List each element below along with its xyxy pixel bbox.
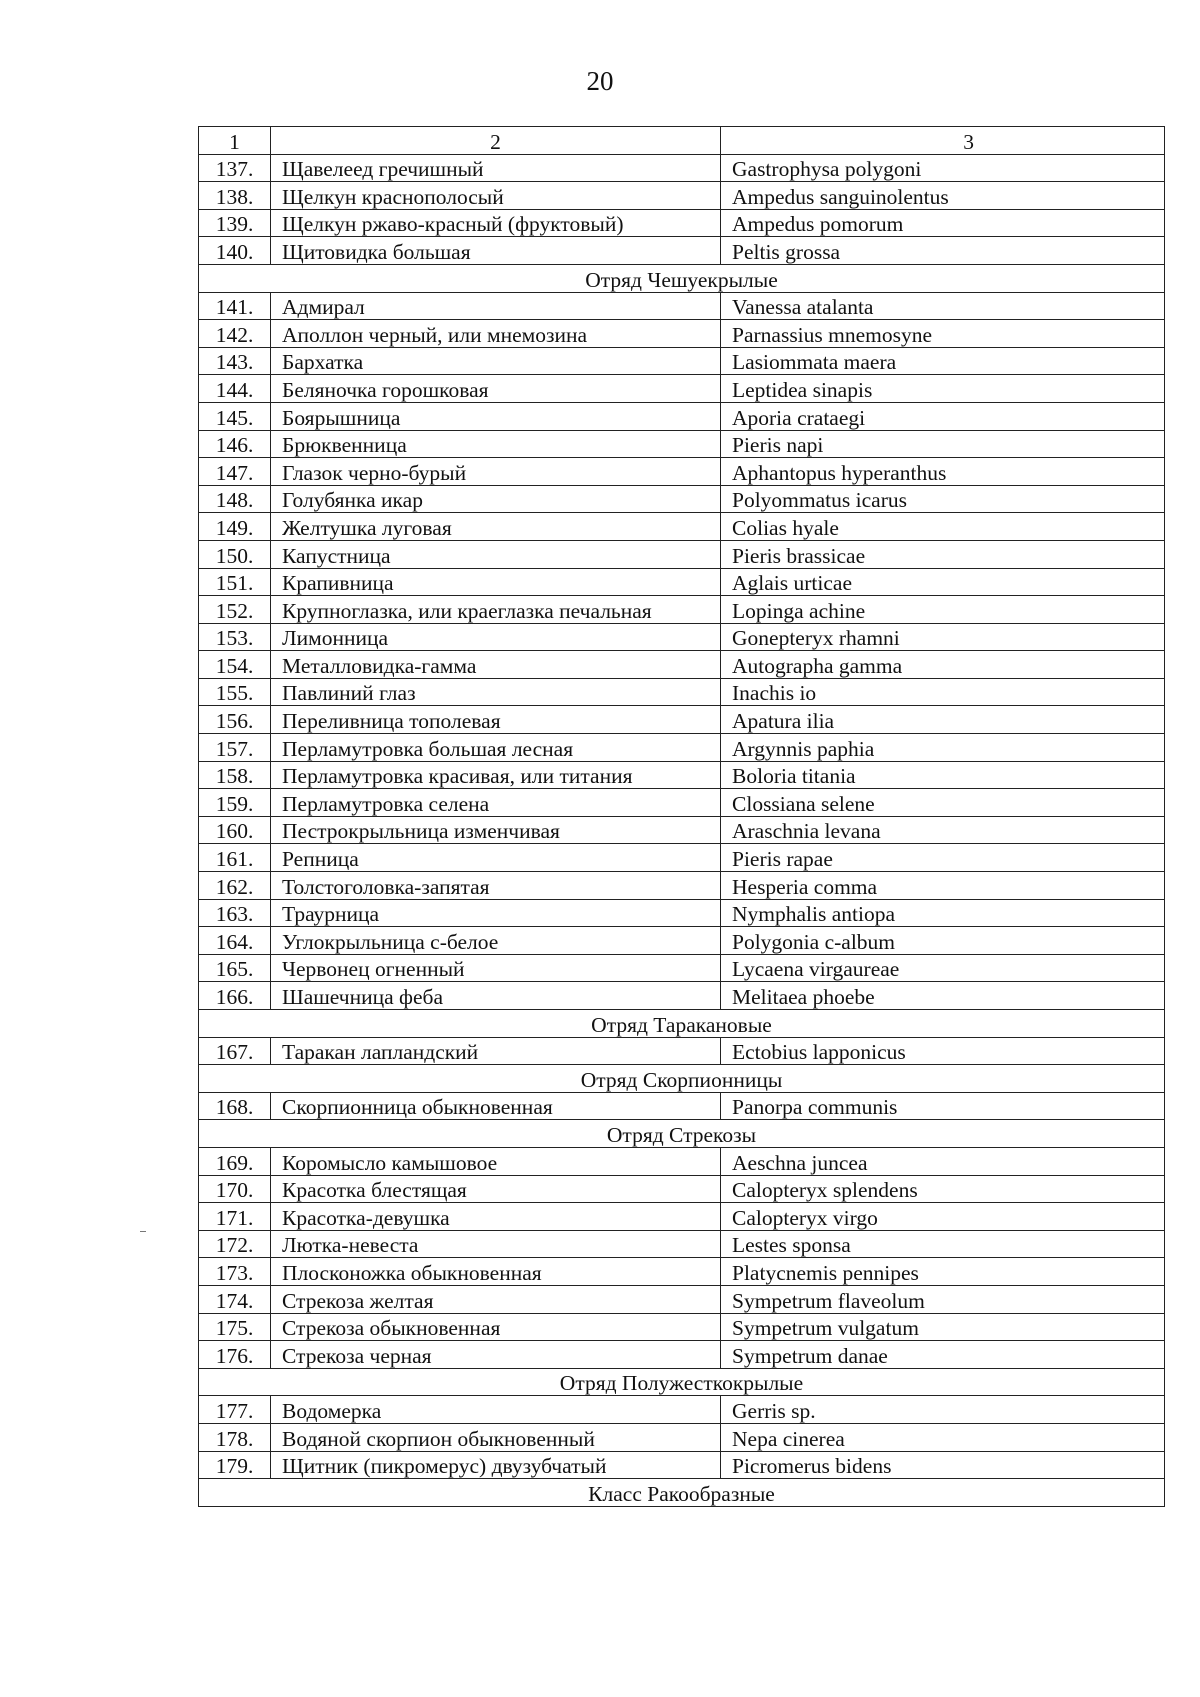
russian-name: Красотка блестящая	[271, 1175, 721, 1203]
row-number: 145.	[199, 402, 271, 430]
row-number: 154.	[199, 651, 271, 679]
latin-name: Calopteryx virgo	[721, 1203, 1165, 1231]
russian-name: Червонец огненный	[271, 954, 721, 982]
group-heading: Класс Ракообразные	[199, 1479, 1165, 1507]
row-number: 152.	[199, 596, 271, 624]
page-number: 20	[586, 66, 614, 96]
latin-name: Peltis grossa	[721, 237, 1165, 265]
table-row	[199, 954, 1165, 982]
russian-name: Пестрокрыльница изменчивая	[271, 816, 721, 844]
row-number: 148.	[199, 485, 271, 513]
table-row	[199, 320, 1165, 348]
table-row	[199, 458, 1165, 486]
russian-name: Брюквенница	[271, 430, 721, 458]
russian-name: Водомерка	[271, 1396, 721, 1424]
latin-name: Leptidea sinapis	[721, 375, 1165, 403]
table-row	[199, 678, 1165, 706]
group-heading: Отряд Таракановые	[199, 1010, 1165, 1038]
latin-name: Lycaena virgaureae	[721, 954, 1165, 982]
latin-name: Autographa gamma	[721, 651, 1165, 679]
latin-name: Parnassius mnemosyne	[721, 320, 1165, 348]
table-row	[199, 982, 1165, 1010]
row-number: 165.	[199, 954, 271, 982]
header-col-russian-name: 2	[271, 127, 721, 155]
table-row	[199, 1092, 1165, 1120]
russian-name: Лютка-невеста	[271, 1230, 721, 1258]
row-number: 177.	[199, 1396, 271, 1424]
russian-name: Шашечница феба	[271, 982, 721, 1010]
row-number: 168.	[199, 1092, 271, 1120]
row-number: 141.	[199, 292, 271, 320]
russian-name: Боярышница	[271, 402, 721, 430]
table-row	[199, 706, 1165, 734]
russian-name: Перламутровка большая лесная	[271, 734, 721, 762]
russian-name: Крапивница	[271, 568, 721, 596]
table-row	[199, 899, 1165, 927]
russian-name: Металловидка-гамма	[271, 651, 721, 679]
group-heading-row	[199, 1010, 1165, 1038]
latin-name: Hesperia comma	[721, 872, 1165, 900]
row-number: 160.	[199, 816, 271, 844]
latin-name: Sympetrum danae	[721, 1341, 1165, 1369]
latin-name: Argynnis paphia	[721, 734, 1165, 762]
latin-name: Picromerus bidens	[721, 1451, 1165, 1479]
table-row	[199, 237, 1165, 265]
russian-name: Щелкун ржаво-красный (фруктовый)	[271, 209, 721, 237]
row-number: 151.	[199, 568, 271, 596]
table-row	[199, 816, 1165, 844]
row-number: 173.	[199, 1258, 271, 1286]
latin-name: Panorpa communis	[721, 1092, 1165, 1120]
latin-name: Gastrophysa polygoni	[721, 154, 1165, 182]
latin-name: Ampedus sanguinolentus	[721, 182, 1165, 210]
table-row	[199, 623, 1165, 651]
table-row	[199, 402, 1165, 430]
latin-name: Vanessa atalanta	[721, 292, 1165, 320]
latin-name: Platycnemis pennipes	[721, 1258, 1165, 1286]
table-row	[199, 540, 1165, 568]
row-number: 149.	[199, 513, 271, 541]
table-row	[199, 182, 1165, 210]
group-heading-row	[199, 1479, 1165, 1507]
latin-name: Sympetrum vulgatum	[721, 1313, 1165, 1341]
row-number: 171.	[199, 1203, 271, 1231]
russian-name: Траурница	[271, 899, 721, 927]
russian-name: Желтушка луговая	[271, 513, 721, 541]
row-number: 176.	[199, 1341, 271, 1369]
table-row	[199, 430, 1165, 458]
row-number: 157.	[199, 734, 271, 762]
header-col-latin-name: 3	[721, 127, 1165, 155]
latin-name: Boloria titania	[721, 761, 1165, 789]
russian-name: Щелкун краснополосый	[271, 182, 721, 210]
table-row	[199, 485, 1165, 513]
russian-name: Стрекоза обыкновенная	[271, 1313, 721, 1341]
latin-name: Aeschna juncea	[721, 1147, 1165, 1175]
row-number: 178.	[199, 1423, 271, 1451]
table-row	[199, 1341, 1165, 1369]
russian-name: Аполлон черный, или мнемозина	[271, 320, 721, 348]
latin-name: Calopteryx splendens	[721, 1175, 1165, 1203]
latin-name: Lopinga achine	[721, 596, 1165, 624]
row-number: 172.	[199, 1230, 271, 1258]
russian-name: Водяной скорпион обыкновенный	[271, 1423, 721, 1451]
latin-name: Sympetrum flaveolum	[721, 1285, 1165, 1313]
latin-name: Polyommatus icarus	[721, 485, 1165, 513]
table-row	[199, 292, 1165, 320]
latin-name: Pieris napi	[721, 430, 1165, 458]
table-row	[199, 347, 1165, 375]
russian-name: Крупноглазка, или краеглазка печальная	[271, 596, 721, 624]
table-row	[199, 375, 1165, 403]
latin-name: Gerris sp.	[721, 1396, 1165, 1424]
group-heading: Отряд Полужесткокрылые	[199, 1368, 1165, 1396]
russian-name: Щавелеед гречишный	[271, 154, 721, 182]
row-number: 143.	[199, 347, 271, 375]
russian-name: Перламутровка селена	[271, 789, 721, 817]
latin-name: Pieris rapae	[721, 844, 1165, 872]
row-number: 169.	[199, 1147, 271, 1175]
table-row	[199, 568, 1165, 596]
russian-name: Бархатка	[271, 347, 721, 375]
group-heading-row	[199, 1065, 1165, 1093]
margin-mark	[140, 1231, 146, 1232]
table-row	[199, 734, 1165, 762]
table-row	[199, 513, 1165, 541]
russian-name: Таракан лапландский	[271, 1037, 721, 1065]
latin-name: Ampedus pomorum	[721, 209, 1165, 237]
table-row	[199, 1147, 1165, 1175]
group-heading-row	[199, 1120, 1165, 1148]
table-row	[199, 596, 1165, 624]
table-row	[199, 1230, 1165, 1258]
russian-name: Адмирал	[271, 292, 721, 320]
group-heading-row	[199, 1368, 1165, 1396]
latin-name: Clossiana selene	[721, 789, 1165, 817]
latin-name: Araschnia levana	[721, 816, 1165, 844]
latin-name: Apatura ilia	[721, 706, 1165, 734]
russian-name: Стрекоза черная	[271, 1341, 721, 1369]
table-row	[199, 1175, 1165, 1203]
latin-name: Nepa cinerea	[721, 1423, 1165, 1451]
row-number: 146.	[199, 430, 271, 458]
russian-name: Плосконожка обыкновенная	[271, 1258, 721, 1286]
table-row	[199, 154, 1165, 182]
table-row	[199, 761, 1165, 789]
group-heading: Отряд Стрекозы	[199, 1120, 1165, 1148]
row-number: 174.	[199, 1285, 271, 1313]
group-heading-row	[199, 264, 1165, 292]
row-number: 179.	[199, 1451, 271, 1479]
table-row	[199, 1313, 1165, 1341]
table-row	[199, 1396, 1165, 1424]
row-number: 155.	[199, 678, 271, 706]
russian-name: Щитник (пикромерус) двузубчатый	[271, 1451, 721, 1479]
russian-name: Щитовидка большая	[271, 237, 721, 265]
latin-name: Gonepteryx rhamni	[721, 623, 1165, 651]
table-header-row	[199, 127, 1165, 155]
latin-name: Lasiommata maera	[721, 347, 1165, 375]
group-heading: Отряд Скорпионницы	[199, 1065, 1165, 1093]
species-table	[198, 126, 1165, 1507]
header-col-number: 1	[199, 127, 271, 155]
row-number: 163.	[199, 899, 271, 927]
row-number: 164.	[199, 927, 271, 955]
latin-name: Lestes sponsa	[721, 1230, 1165, 1258]
table-row	[199, 651, 1165, 679]
russian-name: Скорпионница обыкновенная	[271, 1092, 721, 1120]
row-number: 161.	[199, 844, 271, 872]
latin-name: Aphantopus hyperanthus	[721, 458, 1165, 486]
row-number: 140.	[199, 237, 271, 265]
russian-name: Толстоголовка-запятая	[271, 872, 721, 900]
table-row	[199, 1451, 1165, 1479]
russian-name: Стрекоза желтая	[271, 1285, 721, 1313]
table-row	[199, 1037, 1165, 1065]
latin-name: Aporia crataegi	[721, 402, 1165, 430]
latin-name: Pieris brassicae	[721, 540, 1165, 568]
row-number: 166.	[199, 982, 271, 1010]
row-number: 138.	[199, 182, 271, 210]
russian-name: Перламутровка красивая, или титания	[271, 761, 721, 789]
table-row	[199, 1285, 1165, 1313]
table-row	[199, 1203, 1165, 1231]
row-number: 175.	[199, 1313, 271, 1341]
table-row	[199, 209, 1165, 237]
row-number: 158.	[199, 761, 271, 789]
russian-name: Голубянка икар	[271, 485, 721, 513]
russian-name: Глазок черно-бурый	[271, 458, 721, 486]
russian-name: Репница	[271, 844, 721, 872]
russian-name: Лимонница	[271, 623, 721, 651]
row-number: 153.	[199, 623, 271, 651]
table-row	[199, 789, 1165, 817]
row-number: 144.	[199, 375, 271, 403]
table-row	[199, 1423, 1165, 1451]
row-number: 147.	[199, 458, 271, 486]
russian-name: Капустница	[271, 540, 721, 568]
row-number: 137.	[199, 154, 271, 182]
table-row	[199, 844, 1165, 872]
latin-name: Melitaea phoebe	[721, 982, 1165, 1010]
latin-name: Colias hyale	[721, 513, 1165, 541]
row-number: 159.	[199, 789, 271, 817]
row-number: 170.	[199, 1175, 271, 1203]
russian-name: Углокрыльница с-белое	[271, 927, 721, 955]
russian-name: Коромысло камышовое	[271, 1147, 721, 1175]
row-number: 139.	[199, 209, 271, 237]
table-body	[199, 127, 1165, 1507]
latin-name: Polygonia c-album	[721, 927, 1165, 955]
table-row	[199, 872, 1165, 900]
russian-name: Беляночка горошковая	[271, 375, 721, 403]
latin-name: Ectobius lapponicus	[721, 1037, 1165, 1065]
row-number: 156.	[199, 706, 271, 734]
table-row	[199, 927, 1165, 955]
group-heading: Отряд Чешуекрылые	[199, 264, 1165, 292]
row-number: 142.	[199, 320, 271, 348]
row-number: 150.	[199, 540, 271, 568]
latin-name: Nymphalis antiopa	[721, 899, 1165, 927]
russian-name: Переливница тополевая	[271, 706, 721, 734]
russian-name: Павлиний глаз	[271, 678, 721, 706]
row-number: 162.	[199, 872, 271, 900]
latin-name: Aglais urticae	[721, 568, 1165, 596]
russian-name: Красотка-девушка	[271, 1203, 721, 1231]
table-row	[199, 1258, 1165, 1286]
row-number: 167.	[199, 1037, 271, 1065]
latin-name: Inachis io	[721, 678, 1165, 706]
